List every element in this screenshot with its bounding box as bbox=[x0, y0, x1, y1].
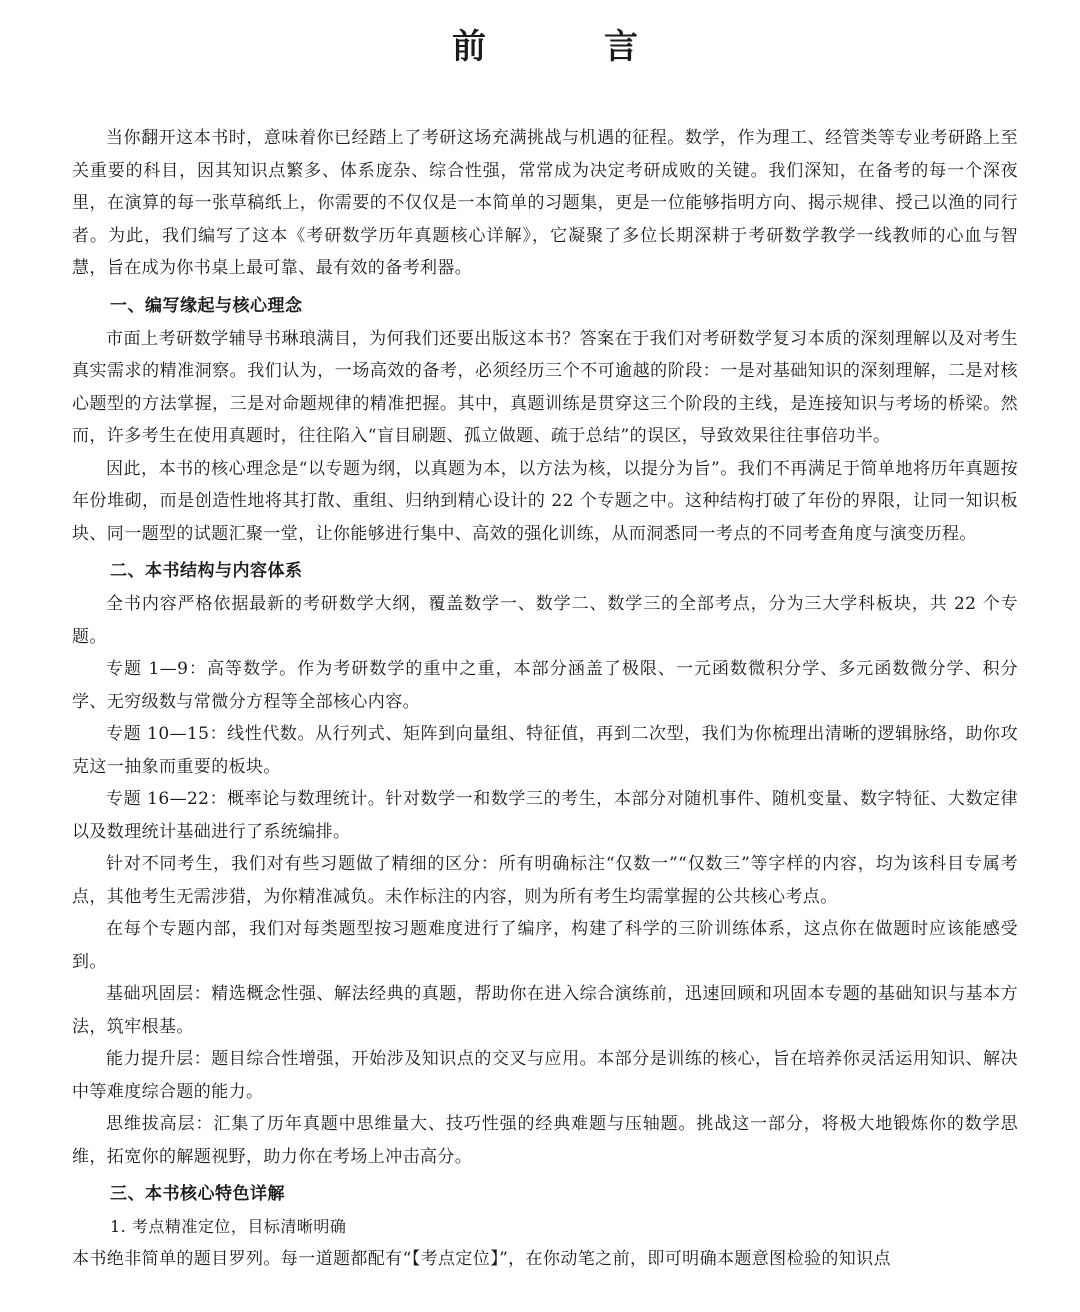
section3-paragraph-1: 本书绝非简单的题目罗列。每一道题都配有“【考点定位】”，在你动笔之前，即可明确本题意图检验的知识点 bbox=[72, 1249, 891, 1269]
section-heading-features: 三、本书核心特色详解 bbox=[110, 1184, 285, 1204]
page-title: 前 言 bbox=[452, 27, 680, 67]
section2-paragraph-8: 能力提升层：题目综合性增强，开始涉及知识点的交叉与应用。本部分是训练的核心，旨在培养你灵活运用知识、解决中等难度综合题的能力。 bbox=[72, 1049, 1018, 1102]
section2-paragraph-9: 思维拔高层：汇集了历年真题中思维量大、技巧性强的经典难题与压轴题。挑战这一部分，将极大地锻炼你的数学思维，拓宽你的解题视野，助力你在考场上冲击高分。 bbox=[72, 1114, 1018, 1167]
section3-subheading-1: 1. 考点精准定位，目标清晰明确 bbox=[110, 1217, 347, 1236]
intro-paragraph: 当你翻开这本书时，意味着你已经踏上了考研这场充满挑战与机遇的征程。数学，作为理工、经管类等专业考研路上至关重要的科目，因其知识点繁多、体系庞杂、综合性强，常常成为决定考研成败的关键。我们深知，在备考的每一个深夜里，在演算的每一张草稿纸上，你需要的不仅仅是一本简单的习题集，更是一位能够指明方向、揭示规律、授己以渔的同行者。为此，我们编写了这本《考研数学历年真题核心详解》，它凝聚了多位长期深耕于考研数学教学一线教师的心血与智慧，旨在成为你书桌上最可靠、最有效的备考利器。 bbox=[72, 128, 1018, 278]
document-body bbox=[72, 122, 1018, 1276]
section2-paragraph-3: 专题 10—15：线性代数。从行列式、矩阵到向量组、特征值，再到二次型，我们为你梳理出清晰的逻辑脉络，助你攻克这一抽象而重要的板块。 bbox=[72, 724, 1018, 777]
section-heading-structure: 二、本书结构与内容体系 bbox=[110, 561, 303, 581]
section2-paragraph-4: 专题 16—22：概率论与数理统计。针对数学一和数学三的考生，本部分对随机事件、随机变量、数字特征、大数定律以及数理统计基础进行了系统编排。 bbox=[72, 789, 1018, 842]
section2-paragraph-6: 在每个专题内部，我们对每类题型按习题难度进行了编序，构建了科学的三阶训练体系，这点你在做题时应该能感受到。 bbox=[72, 919, 1018, 972]
section2-paragraph-1: 全书内容严格依据最新的考研数学大纲，覆盖数学一、数学二、数学三的全部考点，分为三大学科板块，共 22 个专题。 bbox=[72, 594, 1018, 647]
section-heading-origin: 一、编写缘起与核心理念 bbox=[110, 295, 303, 316]
section1-paragraph-1: 市面上考研数学辅导书琳琅满目，为何我们还要出版这本书？答案在于我们对考研数学复习本质的深刻理解以及对考生真实需求的精准洞察。我们认为，一场高效的备考，必须经历三个不可逾越的阶段：一是对基础知识的深刻理解，二是对核心题型的方法掌握，三是对命题规律的精准把握。其中，真题训练是贯穿这三个阶段的主线，是连接知识与考场的桥梁。然而，许多考生在使用真题时，往往陷入“盲目刷题、孤立做题、疏于总结”的误区，导致效果往往事倍功半。 bbox=[72, 328, 1018, 446]
section2-paragraph-2: 专题 1—9：高等数学。作为考研数学的重中之重，本部分涵盖了极限、一元函数微积分学、多元函数微分学、积分学、无穷级数与常微分方程等全部核心内容。 bbox=[72, 659, 1018, 712]
section2-paragraph-5: 针对不同考生，我们对有些习题做了精细的区分：所有明确标注“仅数一”“仅数三”等字样的内容，均为该科目专属考点，其他考生无需涉猎，为你精准减负。未作标注的内容，则为所有考生均需掌握的公共核心考点。 bbox=[72, 854, 1018, 907]
section2-paragraph-7: 基础巩固层：精选概念性强、解法经典的真题，帮助你在进入综合演练前，迅速回顾和巩固本专题的基础知识与基本方法，筑牢根基。 bbox=[72, 984, 1018, 1037]
section1-paragraph-2: 因此，本书的核心理念是“以专题为纲，以真题为本，以方法为核，以提分为旨”。我们不再满足于简单地将历年真题按年份堆砌，而是创造性地将其打散、重组、归纳到精心设计的 22 个专题之中。这种结构打破了年份的界限，让同一知识板块、同一题型的试题汇聚一堂，让你能够进行集中、高效的强化训练，从而洞悉同一考点的不同考查角度与演变历程。 bbox=[72, 458, 1018, 544]
